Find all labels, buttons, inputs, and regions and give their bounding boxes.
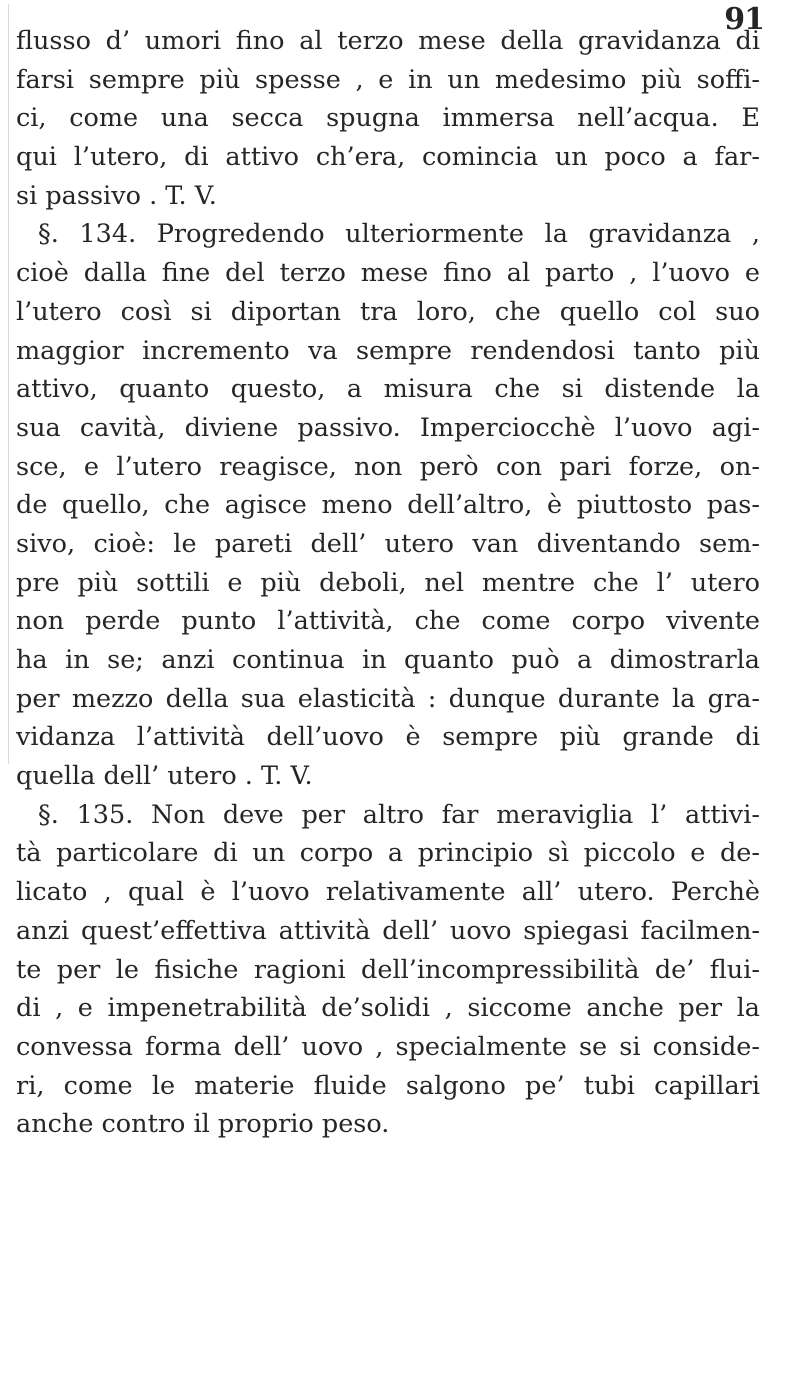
text-line: tà particolare di un corpo a principio sì piccolo e de- bbox=[16, 838, 760, 869]
text-line: sce, e l’utero reagisce, non però con pari forze, on- bbox=[16, 451, 760, 482]
text-line: cioè dalla fine del terzo mese fino al parto , l’uovo e bbox=[16, 258, 760, 289]
text-line: anzi quest’effettiva attività dell’ uovo spiegasi facilmen- bbox=[16, 915, 760, 946]
text-line: attivo, quanto questo, a misura che si distende la bbox=[16, 374, 760, 405]
text-line: ci, come una secca spugna immersa nell’acqua. E bbox=[16, 103, 760, 134]
text-line: anche contro il proprio peso. bbox=[16, 1109, 390, 1140]
text-line: vidanza l’attività dell’uovo è sempre più grande di bbox=[16, 722, 760, 753]
text-line: ri, come le materie fluide salgono pe’ tubi capillari bbox=[16, 1070, 760, 1101]
text-line: de quello, che agisce meno dell’altro, è piuttosto pas- bbox=[16, 490, 760, 521]
text-line: farsi sempre più spesse , e in un medesimo più soffi- bbox=[16, 64, 760, 95]
body-text bbox=[16, 22, 760, 1144]
text-line: te per le fisiche ragioni dell’incompressibilità de’ flui- bbox=[16, 954, 760, 985]
text-line: non perde punto l’attività, che come corpo vivente bbox=[16, 606, 760, 637]
text-line: licato , qual è l’uovo relativamente all’ utero. Perchè bbox=[16, 877, 760, 908]
text-line: ha in se; anzi continua in quanto può a dimostrarla bbox=[16, 645, 760, 675]
text-line: sua cavità, diviene passivo. Imperciocchè l’uovo agi- bbox=[16, 412, 760, 443]
text-line: sivo, cioè: le pareti dell’ utero van diventando sem- bbox=[16, 528, 760, 559]
text-line: si passivo . T. V. bbox=[16, 180, 217, 211]
text-line: flusso d’ umori fino al terzo mese della gravidanza di bbox=[16, 26, 760, 56]
text-line: maggior incremento va sempre rendendosi tanto più bbox=[16, 335, 760, 366]
text-line: pre più sottili e più deboli, nel mentre che l’ utero bbox=[16, 567, 760, 598]
text-line: di , e impenetrabilità de’solidi , siccome anche per la bbox=[16, 993, 760, 1024]
section-heading-line: §. 135. Non deve per altro far meraviglia l’ attivi- bbox=[38, 799, 760, 830]
text-line: per mezzo della sua elasticità : dunque durante la gra- bbox=[16, 683, 760, 714]
text-line: l’utero così si diportan tra loro, che quello col suo bbox=[16, 296, 760, 327]
section-heading-line: §. 134. Progredendo ulteriormente la gravidanza , bbox=[38, 219, 760, 250]
page-edge-shadow bbox=[8, 4, 9, 764]
page-number: 91 bbox=[724, 2, 764, 37]
text-line: convessa forma dell’ uovo , specialmente se si conside- bbox=[16, 1031, 760, 1062]
text-line: qui l’utero, di attivo ch’era, comincia un poco a far- bbox=[16, 142, 760, 173]
text-line: quella dell’ utero . T. V. bbox=[16, 761, 313, 792]
